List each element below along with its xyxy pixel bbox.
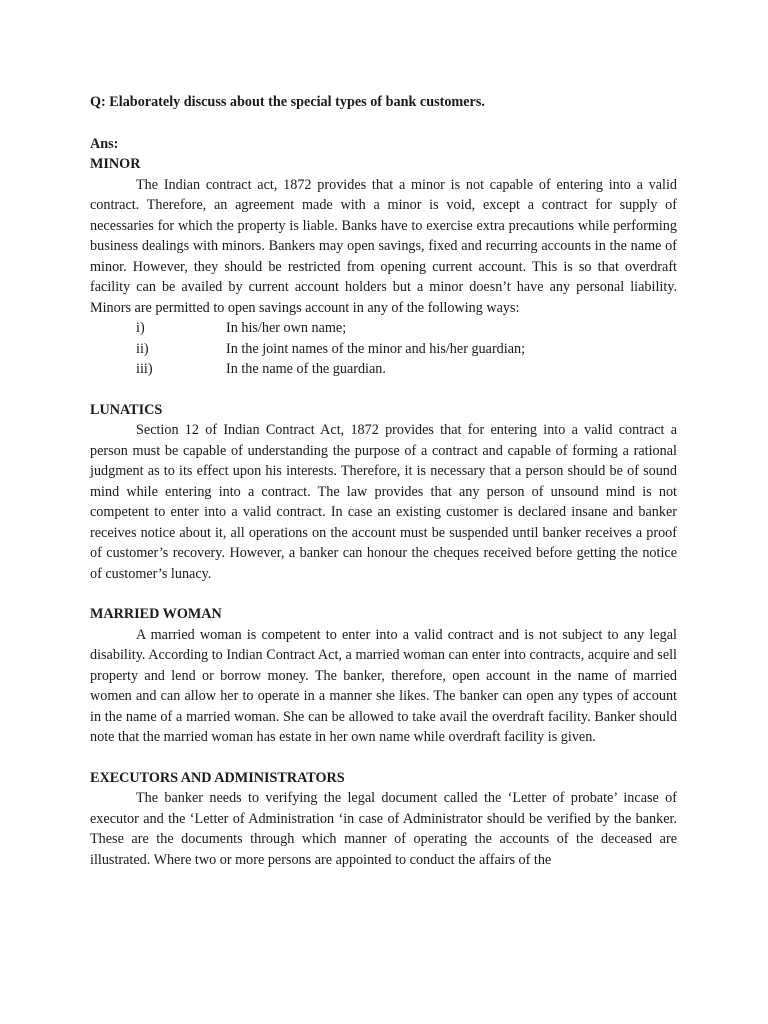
list-item-number: iii) bbox=[136, 361, 153, 377]
list-item-text: In the joint names of the minor and his/her guardian; bbox=[226, 340, 526, 357]
section-paragraph-married-woman: A married woman is competent to enter into a valid contract and is not subject to any legal disability. According to Indian Contract Act, a married woman can enter into contracts, acquire and sell property and lend or borrow money. The banker, therefore, open account in the name of married women and can allow her to operate in a manner she likes. The banker can open any types of account in the name of a married woman. She can be allowed to take avail the overdraft facility. Banker should note that the married woman has estate in her own name while overdraft facility is given. bbox=[90, 626, 677, 745]
section-heading-minor: MINOR bbox=[90, 156, 141, 172]
section-heading-executors: EXECUTORS AND ADMINISTRATORS bbox=[90, 769, 345, 786]
section-paragraph-executors: The banker needs to verifying the legal document called the ‘Letter of probate’ incase of executor and the ‘Letter of Administration ‘in case of Administrator should be verified by the banker. These are the documents through which manner of operating the accounts of the deceased are illustrated. Where two or more persons are appointed to conduct the affairs of the bbox=[90, 790, 677, 868]
section-paragraph-lunatics: Section 12 of Indian Contract Act, 1872 provides that for entering into a valid contract a person must be capable of understanding the purpose of a contract and capable of forming a rational judgment as to its effect upon his interests. Therefore, it is necessary that a person should be of sound mind while entering into a contract. The law provides that any person of unsound mind is not competent to enter into a valid contract. In case an existing customer is declared insane and banker receives notice about it, all operations on the account must be suspended until banker receives a proof of customer’s recovery. However, a banker can honour the cheques received before getting the notice of customer’s lunacy. bbox=[90, 422, 677, 582]
question-text: Q: Elaborately discuss about the special types of bank customers. bbox=[90, 94, 485, 110]
list-item bbox=[90, 318, 677, 339]
list-item bbox=[90, 339, 677, 360]
list-item-number: i) bbox=[136, 320, 145, 336]
section-paragraph-minor: The Indian contract act, 1872 provides that a minor is not capable of entering into a valid contract. Therefore, an agreement made with a minor is void, except a contract for supply of necessaries for which the property is liable. Banks have to exercise extra precautions while performing business dealings with minors. Bankers may open savings, fixed and recurring accounts in the name of minor. However, they should be restricted from opening current account. This is so that overdraft facility can be availed by current account holders but a minor doesn’t have any personal liability. Minors are permitted to open savings account in any of the following ways: bbox=[90, 176, 677, 316]
document-page bbox=[90, 92, 677, 870]
list-item bbox=[90, 359, 677, 380]
list-item-number: ii) bbox=[136, 340, 149, 357]
answer-label: Ans: bbox=[90, 135, 119, 152]
list-item-text: In the name of the guardian. bbox=[226, 361, 386, 377]
section-heading-married-woman: MARRIED WOMAN bbox=[90, 606, 222, 622]
list-item-text: In his/her own name; bbox=[226, 320, 347, 336]
minor-account-ways-list bbox=[90, 318, 677, 380]
section-heading-lunatics: LUNATICS bbox=[90, 401, 163, 418]
